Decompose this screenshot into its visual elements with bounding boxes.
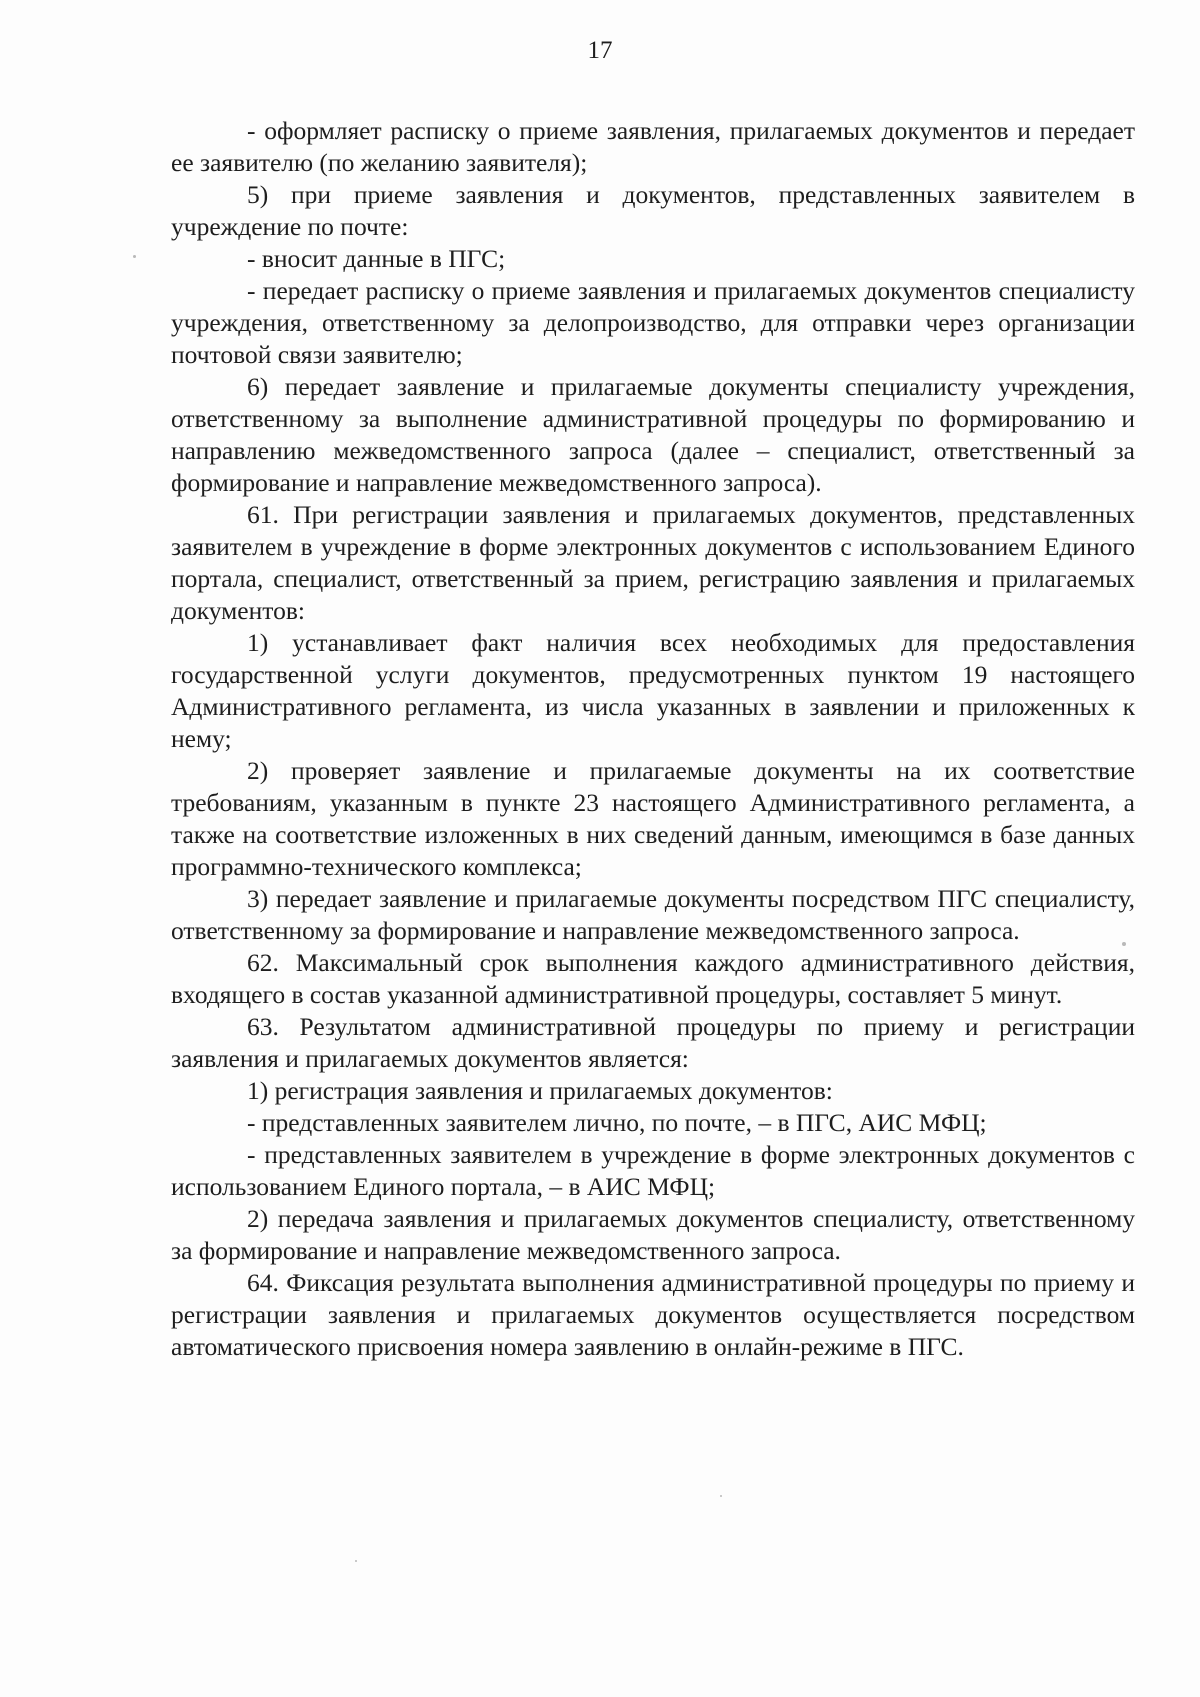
paragraph-pass-receipt: - передает расписку о приеме заявления и прилагаемых документов специалисту учреждения, ответственному за делопроизводство, для отправки через организации почтовой связи заявителю; [171, 276, 1135, 369]
paragraph-enter-data-pgs: - вносит данные в ПГС; [247, 244, 506, 273]
scan-speck [720, 1495, 722, 1497]
paragraph-clause-61: 61. При регистрации заявления и прилагаемых документов, представленных заявителем в учреждение в форме электронных документов с использованием Единого портала, специалист, ответственный за прием, регистрацию заявления и прилагаемых документов: [171, 500, 1135, 625]
document-body [171, 115, 1135, 1363]
paragraph-clause-61-item-1: 1) устанавливает факт наличия всех необходимых для предоставления государственной услуги документов, предусмотренных пунктом 19 настоящего Административного регламента, из числа указанных в заявлении и приложенных к нему; [171, 628, 1135, 753]
page-number: 17 [587, 37, 613, 64]
scan-speck [355, 1560, 357, 1562]
paragraph-clause-61-item-2: 2) проверяет заявление и прилагаемые документы на их соответствие требованиям, указанным в пункте 23 настоящего Административного регламента, а также на соответствие изложенных в них сведений данным, имеющимся в базе данных программно-технического комплекса; [171, 756, 1135, 881]
paragraph-item-5-postal: 5) при приеме заявления и документов, представленных заявителем в учреждение по почте: [171, 180, 1135, 241]
scan-speck [1122, 942, 1126, 946]
scan-speck [133, 255, 136, 258]
paragraph-clause-64: 64. Фиксация результата выполнения административной процедуры по приему и регистрации заявления и прилагаемых документов осуществляется посредством автоматического присвоения номера заявлению в онлайн-режиме в ПГС. [171, 1268, 1135, 1361]
paragraph-clause-63-item-2: 2) передача заявления и прилагаемых документов специалисту, ответственному за формирование и направление межведомственного запроса. [171, 1204, 1135, 1265]
paragraph-clause-61-item-3: 3) передает заявление и прилагаемые документы посредством ПГС специалисту, ответственному за формирование и направление межведомственного запроса. [171, 884, 1135, 945]
paragraph-receipt-issue: - оформляет расписку о приеме заявления, прилагаемых документов и передает ее заявителю (по желанию заявителя); [171, 116, 1135, 177]
paragraph-clause-63-in-person: - представленных заявителем лично, по почте, – в ПГС, АИС МФЦ; [247, 1108, 987, 1137]
paragraph-clause-63-electronic: - представленных заявителем в учреждение в форме электронных документов с использованием Единого портала, – в АИС МФЦ; [171, 1140, 1135, 1201]
paragraph-item-6-transfer: 6) передает заявление и прилагаемые документы специалисту учреждения, ответственному за выполнение административной процедуры по формированию и направлению межведомственного запроса (далее – специалист, ответственный за формирование и направление межведомственного запроса). [171, 372, 1135, 497]
paragraph-clause-62: 62. Максимальный срок выполнения каждого административного действия, входящего в состав указанной административной процедуры, составляет 5 минут. [171, 948, 1135, 1009]
paragraph-clause-63-item-1: 1) регистрация заявления и прилагаемых документов: [247, 1076, 833, 1105]
paragraph-clause-63: 63. Результатом административной процедуры по приему и регистрации заявления и прилагаемых документов является: [171, 1012, 1135, 1073]
